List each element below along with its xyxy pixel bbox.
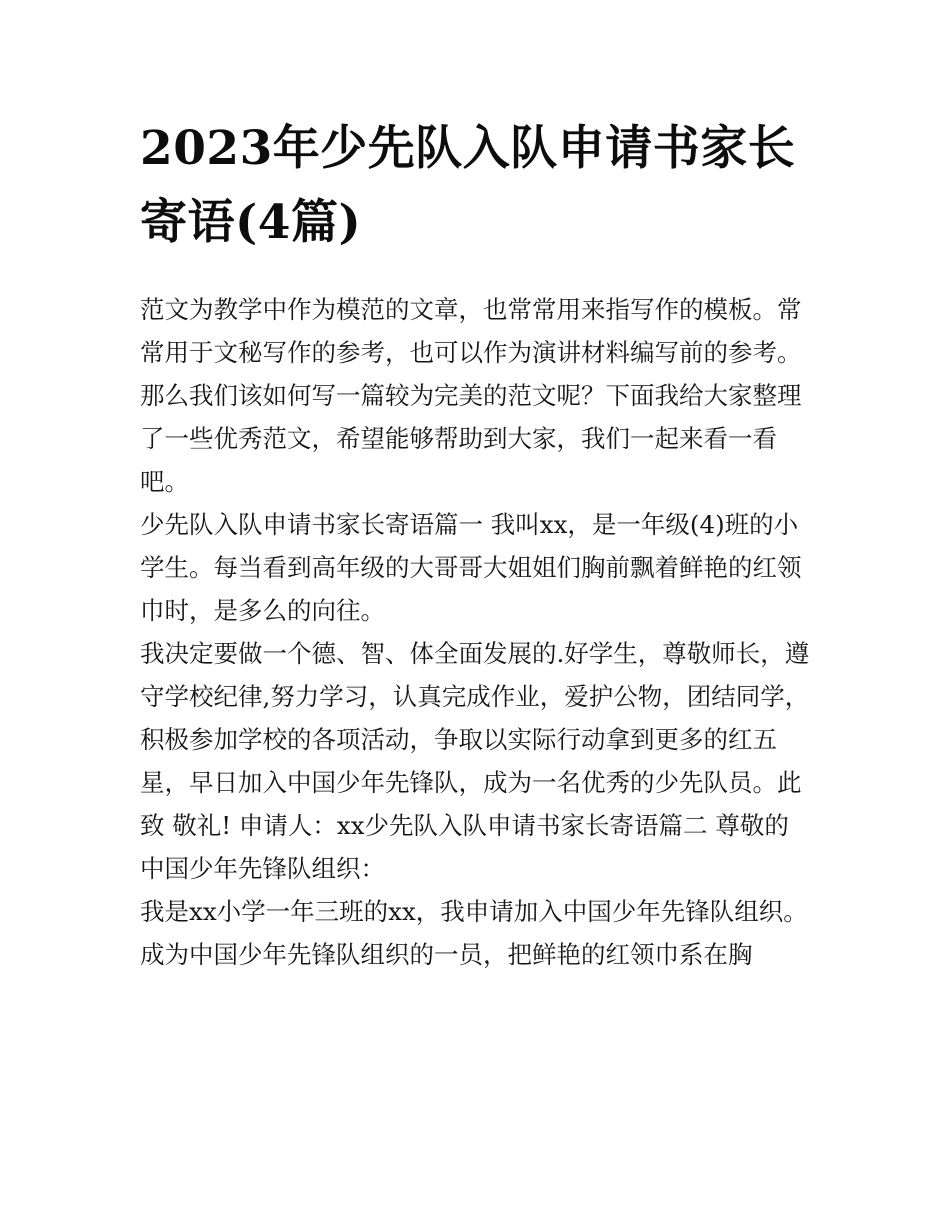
paragraph-intro: 范文为教学中作为模范的文章，也常常用来指写作的模板。常常用于文秘写作的参考，也可以作为演讲材料编写前的参考。那么我们该如何写一篇较为完美的范文呢？下面我给大家整理了一些优秀范文，希望能够帮助到大家，我们一起来看一看吧。: [140, 295, 802, 496]
document-body: [140, 288, 812, 976]
document-page: [140, 112, 812, 976]
paragraph-letter-one-body: 我决定要做一个德、智、体全面发展的.好学生，尊敬师长，遵守学校纪律,努力学习，认真完成作业，爱护公物，团结同学，积极参加学校的各项活动，争取以实际行动拿到更多的红五星，早日加入中国少年先锋队，成为一名优秀的少先队员。此致 敬礼! 申请人：xx少先队入队申请书家长寄语篇二 尊敬的中国少年先锋队组织：: [140, 639, 810, 883]
document-title: 2023年少先队入队申请书家长寄语(4篇): [140, 121, 796, 250]
paragraph-letter-one: 少先队入队申请书家长寄语篇一 我叫xx，是一年级(4)班的小学生。每当看到高年级的大哥哥大姐姐们胸前飘着鲜艳的红领巾时，是多么的向往。: [140, 510, 802, 625]
paragraph-letter-two-body: 我是xx小学一年三班的xx，我申请加入中国少年先锋队组织。成为中国少年先锋队组织的一员，把鲜艳的红领巾系在胸: [140, 897, 808, 969]
